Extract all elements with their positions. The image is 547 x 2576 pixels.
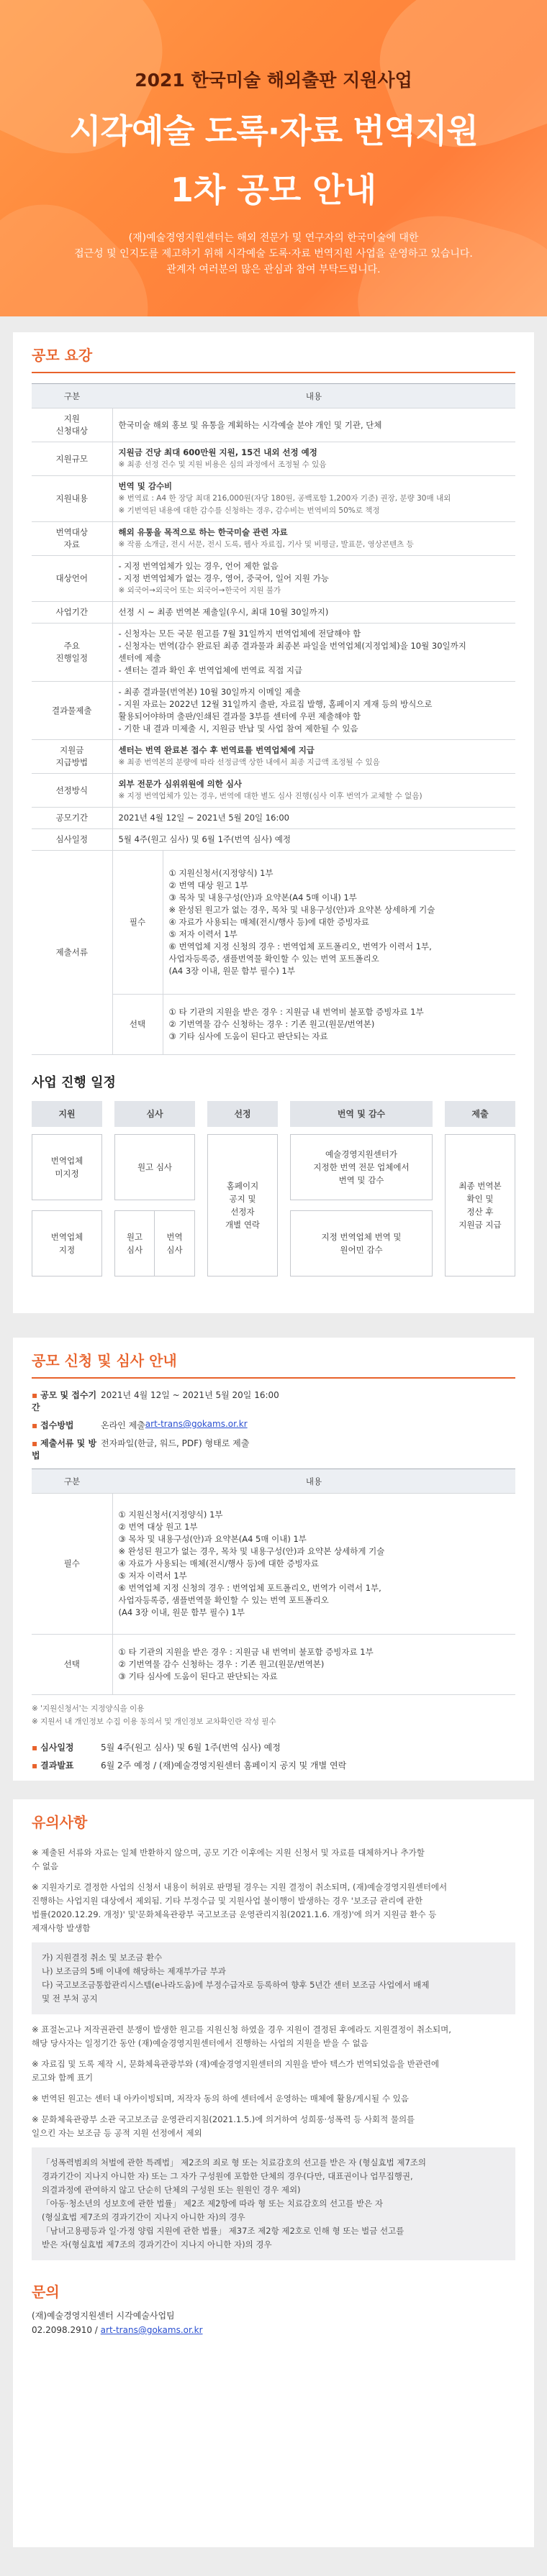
hero-description: (재)예술경영지원센터는 해외 전문가 및 연구자의 한국미술에 대한 접근성 및 인지도를 제고하기 위해 시각예술 도록·자료 번역지원 사업을 운영하고 있습니다. 관계자 여러분의 많은 관심과 참여 부탁드립니다. bbox=[74, 232, 473, 275]
process-flow bbox=[32, 1101, 515, 1276]
section-title: 공모 요강 bbox=[32, 332, 515, 373]
table-row: 제출서류 필수 ① 지원신청서(지정양식) 1부 ② 번역 대상 원고 1부 ③ 목차 및 내용구성(안)과 요약본(A4 5매 이내) 1부 ※ 완성된 원고가 없는 경우, 목차 및 내용구성(안)과 요약본 상세하게 기술 ④ 자료가 사용되는 매체(전시/행사 등)에 대한 증빙자료 ⑤ 저자 이력서 1부 ⑥ 번역업체 지정 신청의 경우 : 번역업체 포트폴리오, 번역가 이력서 1부, 사업자등록증, 샘플번역물 확인할 수 있는 번역 포트폴리오 (A4 3장 이내, 원문 함부 필수) 1부 bbox=[32, 851, 515, 995]
table-row: 지원 신청대상 한국미술 해외 홍보 및 유통을 계획하는 시각예술 분야 개인 및 기관, 단체 bbox=[32, 408, 515, 442]
table-row: 주요 진행일정 - 신청자는 모든 국문 원고를 7월 31일까지 번역업체에 전달해야 함 - 신청자는 번역(감수 완료된 최종 결과물과 최종본 파일을 번역업체(지정업체)을 10월 30일까지 센터에 제출 - 센터는 결과 확인 후 번역업체에 번역료 직접 지급 bbox=[32, 624, 515, 682]
table-row: 필수 ① 지원신청서(지정양식) 1부 ② 번역 대상 원고 1부 ③ 목차 및 내용구성(안)과 요약본(A4 5매 이내) 1부 ※ 완성된 원고가 없는 경우, 목차 및 내용구성(안)과 요약본 상세하게 기술 ④ 자료가 사용되는 매체(전시/행사 등)에 대한 증빙자료 ⑤ 저자 이력서 1부 ⑥ 번역업체 지정 신청의 경우 : 번역업체 포트폴리오, 번역가 이력서 1부, 사업자등록증, 샘플번역물 확인할 수 있는 번역 포트폴리오 (A4 3장 이내, 원문 함부 필수) 1부 bbox=[32, 1494, 515, 1635]
hero-subtitle: 2021 한국미술 해외출판 지원사업 bbox=[135, 70, 412, 91]
contact-title: 문의 bbox=[32, 2283, 60, 2301]
info-review: ▪ 심사일정 5월 4주(원고 심사) 및 6월 1주(번역 심사) 예정 bbox=[32, 1743, 281, 1753]
table-row: 심사일정 5월 4주(원고 심사) 및 6월 1주(번역 심사) 예정 bbox=[32, 829, 515, 851]
table-row: 선정방식 외부 전문가 심위위원에 의한 심사 ※ 지정 번역업체가 있는 경우, 번역에 대한 별도 심사 진행(심사 이후 번역가 교체할 수 없음) bbox=[32, 774, 515, 808]
hero-title: 시각예술 도록·자료 번역지원 bbox=[69, 111, 478, 150]
table-row: 선택 ① 타 기관의 지원을 받은 경우 : 지원금 내 번역비 불포함 증빙자료 1부 ② 기번역물 감수 신청하는 경우 : 기존 원고(원문/번역본) ③ 기타 심사에 도움이 된다고 판단되는 자료 bbox=[32, 995, 515, 1055]
info-result: ▪ 결과발표 6월 2주 예정 / (재)예술경영지원센터 홈페이지 공지 및 개별 연락 bbox=[32, 1760, 347, 1771]
contact-email-link[interactable]: art-trans@gokams.or.kr bbox=[100, 2325, 203, 2335]
sanction-box: 가) 지원결정 취소 및 보조금 환수 나) 보조금의 5배 이내에 해당하는 제재부가금 부과 다) 국고보조금통합관리시스템(e나라도움)에 부정수급자로 등록하여 향후 5년간 센터 보조금 사업에서 배제 및 전 부처 공지 bbox=[32, 1942, 515, 2014]
info-period: ▪ 공모 및 접수기간 2021년 4월 12일 ~ 2021년 5월 20일 16:00 bbox=[32, 1390, 279, 1412]
step-review: 심사 원고 심사 원고 심사 번역 심사 bbox=[114, 1101, 195, 1276]
hero-banner bbox=[0, 0, 547, 316]
law-box: 「성폭력범죄의 처벌에 관한 특례법」 제2조의 죄로 형 또는 치료감호의 선고를 받은 자 (형실효법 제7조의 경과기간이 지나지 아니한 자) 또는 그 자가 구성원에 포함한 단체의 경우(다만, 대표권이나 업무집행권, 의결과정에 관여하지 않고 단순히 단체의 구성원 또는 원원인 경우 제외) 「아동·청소년의 성보호에 관한 법률」 제2조 제2항에 따라 형 또는 치료감호의 선고를 받은 자 (형실효법 제7조의 경과기간이 지나지 아니한 자)의 경우 「남녀고용평등과 일·가정 양립 지원에 관한 법률」 제37조 제2항 제2호로 인해 형 또는 벌금 선고를 받은 자(형실효법 제7조의 경과기간이 지나지 아니한 자)의 경우 bbox=[32, 2147, 515, 2260]
contact-info: (재)예술경영지원센터 시각예술사업팀 02.2098.2910 / art-trans@gokams.or.kr bbox=[32, 2311, 203, 2335]
step-translation: 번역 및 감수 예술경영지원센터가 지정한 번역 전문 업체에서 번역 및 감수 지정 번역업체 번역 및 원어민 감수 bbox=[290, 1101, 433, 1276]
table-row: 공모기간 2021년 4월 12일 ~ 2021년 5월 20일 16:00 bbox=[32, 808, 515, 829]
table-row: 번역대상 자료 해외 유통을 목적으로 하는 한국미술 관련 자료 ※ 작품 소개글, 전시 서문, 전시 도록, 웹사 자료집, 기사 및 비평글, 발표문, 영상콘텐츠 등 bbox=[32, 522, 515, 556]
caution-section bbox=[13, 1799, 534, 2547]
apply-section bbox=[13, 1338, 534, 1781]
email-link[interactable]: art-trans@gokams.or.kr bbox=[145, 1419, 248, 1429]
overview-table: 구분 내용 지원 신청대상 한국미술 해외 홍보 및 유통을 계획하는 시각예술 분야 개인 및 기관, 단체 지원규모 지원금 건당 최대 600만원 지원, 15건 내외 선정 예정 ※ 최종 선정 건수 및 지원 비용은 심의 과정에서 조정될 수 있음 지원내용 번역 및 감수비 ※ 번역료 : A4 한 장당 최대 216,000원(자당 180원, 공백포함 1,200자 기준) 권장, 분량 30매 내외 ※ 기번역된 내용에 대한 감수를 신청하는 경우, 감수비는 번역비의 50%로 책정 번역대상 자료 해외 유통을 목적으로 하는 한국미술 관련 자료 ※ 작품 소개글, 전시 서문, 전시 도록, 웹사 자료집, 기사 및 비평글, 발표문, 영상콘텐츠 등 대상언어 - 지정 번역업체가 있는 경우, 언어 제한 없음 - 지정 번역업체가 없는 경우, 영어, 중국어, 일어 지원 가능 ※ 외국어→외국어 또는 외국어→한국어 지원 불가 사업기간 선정 시 ~ 최종 번역본 제출일(우시, 최대 10월 30일까지) 주요 진행일정 - 신청자는 모든 국문 원고를 7월 31일까지 번역업체에 전달해야 함 - 신청자는 번역(감수 완료된 최종 결과물과 최종본 파일을 번역업체(지정업체)을 10월 30일까지 센터에 제출 - 센터는 결과 확인 후 번역업체에 번역료 직접 지급 결과물제출 - 최종 결과물(번역본) 10월 30일까지 이메일 제출 - 지원 자료는 2022년 12월 31일까지 출판, 자료집 발행, 홈페이지 게재 등의 방식으로 활용되어야하며 출판/인쇄된 결과물 3부를 센터에 우편 제출해야 함 - 기한 내 결과 미제출 시, 지원금 반납 및 사업 참여 제한될 수 있음 지원금 지급방법 센터는 번역 완료본 접수 후 번역료를 번역업체에 지급 ※ 최종 번역본의 분량에 따라 선정금액 상한 내에서 최종 지급액 조정될 수 있음 선정방식 외부 전문가 심위위원에 의한 심사 ※ 지정 번역업체가 있는 경우, 번역에 대한 별도 심사 진행(심사 이후 번역가 교체할 수 없음) 공모기간 2021년 4월 12일 ~ 2021년 5월 20일 16:00 심사일정 5월 4주(원고 심사) 및 6월 1주(번역 심사) 예정 제출서류 필수 ① 지원신청서(지정양식) 1부 ② 번역 대상 원고 1부 ③ 목차 및 내용구성(안)과 요약본(A4 5매 이내) 1부 ※ 완성된 원고가 없는 경우, 목차 및 내용구성(안)과 요약본 상세하게 기술 ④ 자료가 사용되는 매체(전시/행사 등)에 대한 증빙자료 ⑤ 저자 이력서 1부 ⑥ 번역업체 지정 신청의 경우 : 번역업체 포트폴리오, 번역가 이력서 1부, 사업자등록증, 샘플번역물 확인할 수 있는 번역 포트폴리오 (A4 3장 이내, 원문 함부 필수) 1부 선택 ① 타 기관의 지원을 받은 경우 : 지원금 내 번역비 불포함 증빙자료 1부 ② 기번역물 감수 신청하는 경우 : 기존 원고(원문/번역본) ③ 기타 심사에 도움이 된다고 판단되는 자료 bbox=[32, 383, 515, 1055]
table-row: 지원규모 지원금 건당 최대 600만원 지원, 15건 내외 선정 예정 ※ 최종 선정 건수 및 지원 비용은 심의 과정에서 조정될 수 있음 bbox=[32, 442, 515, 476]
table-row: 대상언어 - 지정 번역업체가 있는 경우, 언어 제한 없음 - 지정 번역업체가 없는 경우, 영어, 중국어, 일어 지원 가능 ※ 외국어→외국어 또는 외국어→한국어 지원 불가 bbox=[32, 556, 515, 602]
section-title: 유의사항 bbox=[32, 1814, 88, 1831]
step-apply: 지원 번역업체 미지정 번역업체 지정 bbox=[32, 1101, 102, 1276]
table-row: 선택 ① 타 기관의 지원을 받은 경우 : 지원금 내 번역비 불포함 증빙자료 1부 ② 기번역물 감수 신청하는 경우 : 기존 원고(원문/번역본) ③ 기타 심사에 도움이 된다고 판단되는 자료 bbox=[32, 1635, 515, 1695]
table-row: 지원금 지급방법 센터는 번역 완료본 접수 후 번역료를 번역업체에 지급 ※ 최종 번역본의 분량에 따라 선정금액 상한 내에서 최종 지급액 조정될 수 있음 bbox=[32, 740, 515, 774]
step-selection: 선정 홈페이지 공지 및 선정자 개별 연락 bbox=[207, 1101, 278, 1276]
process-title: 사업 진행 일정 bbox=[32, 1075, 116, 1090]
overview-section bbox=[13, 332, 534, 1313]
info-method: ▪ 접수방법 온라인 제출 art-trans@gokams.or.kr bbox=[32, 1419, 248, 1430]
section-title: 공모 신청 및 심사 안내 bbox=[32, 1338, 515, 1379]
table-row: 사업기간 선정 시 ~ 최종 번역본 제출일(우시, 최대 10월 30일까지) bbox=[32, 602, 515, 624]
hero-title-2: 1차 공모 안내 bbox=[170, 170, 377, 209]
apply-notes: ※ '지원신청서'는 지정양식을 이용 ※ 지원서 내 개인정보 수집 이용 동의서 및 개인정보 교차확인란 작성 필수 bbox=[32, 1704, 276, 1726]
table-row: 지원내용 번역 및 감수비 ※ 번역료 : A4 한 장당 최대 216,000원(자당 180원, 공백포함 1,200자 기준) 권장, 분량 30매 내외 ※ 기번역된 내용에 대한 감수를 신청하는 경우, 감수비는 번역비의 50%로 책정 bbox=[32, 476, 515, 522]
caution-list: ※ 제출된 서류와 자료는 일체 반환하지 않으며, 공모 기간 이후에는 지원 신청서 및 자료를 대체하거나 추가할 수 없음 ※ 지원자기로 결정한 사업의 신청서 내용이 허위로 판명될 경우는 지원 결정이 취소되며, (재)예술경영지원센터에서 진행하는 사업지원 대상에서 제외됨. 기타 부정수급 및 지원사업 불이행이 발생하는 경우 '보조금 관리에 관한 법률(2020.12.29. 개정)' 및'문화체육관광부 국고보조금 운영관리지침(2021.1.6. 개정)'에 의거 지원금 환수 등 제재사항 발생함 가) 지원결정 취소 및 보조금 환수 나) 보조금의 5배 이내에 해당하는 제재부가금 부과 다) 국고보조금통합관리시스템(e나라도움)에 부정수급자로 등록하여 향후 5년간 센터 보조금 사업에서 배제 및 전 부처 공지 ※ 표절논고나 저작권관련 분쟁이 발생한 원고를 지원신청 하였을 경우 지원이 결정된 후에라도 지원결정이 취소되며, 해당 당사자는 일정기간 동안 (재)예술경영지원센터에서 진행하는 사업의 지원을 받을 수 없음 ※ 자료집 및 도록 제작 시, 문화체육관광부와 (재)예술경영지원센터의 지원을 받아 텍스가 번역되었음을 반관련에 로고와 함께 표기 ※ 번역된 원고는 센터 내 아카이빙되며, 저작자 동의 하에 센터에서 운영하는 매체에 활용/게시될 수 있음 ※ 문화체육관광부 소관 국고보조금 운영관리지침(2021.1.5.)에 의거하여 성희롱·성폭력 등 사회적 물의를 일으킨 자는 보조금 등 공적 지원 선정에서 제외 「성폭력범죄의 처벌에 관한 특례법」 제2조의 죄로 형 또는 치료감호의 선고를 받은 자 (형실효법 제7조의 경과기간이 지나지 아니한 자) 또는 그 자가 구성원에 포함한 단체의 경우(다만, 대표권이나 업무집행권, 의결과정에 관여하지 않고 단순히 단체의 구성원 또는 원원인 경우 제외) 「아동·청소년의 성보호에 관한 법률」 제2조 제2항에 따라 형 또는 치료감호의 선고를 받은 자 (형실효법 제7조의 경과기간이 지나지 아니한 자)의 경우 「남녀고용평등과 일·가정 양립 지원에 관한 법률」 제37조 제2항 제2호로 인해 형 또는 벌금 선고를 받은 자(형실효법 제7조의 경과기간이 지나지 아니한 자)의 경우 bbox=[32, 1846, 515, 2260]
info-docs: ▪ 제출서류 및 방법 전자파일(한글, 워드, PDF) 형태로 제출 bbox=[32, 1438, 250, 1461]
step-submit: 제출 최종 번역본 확인 및 정산 후 지원금 지급 bbox=[445, 1101, 515, 1276]
table-row: 결과물제출 - 최종 결과물(번역본) 10월 30일까지 이메일 제출 - 지원 자료는 2022년 12월 31일까지 출판, 자료집 발행, 홈페이지 게재 등의 방식으로 활용되어야하며 출판/인쇄된 결과물 3부를 센터에 우편 제출해야 함 - 기한 내 결과 미제출 시, 지원금 반납 및 사업 참여 제한될 수 있음 bbox=[32, 682, 515, 740]
apply-table: 구분 내용 필수 ① 지원신청서(지정양식) 1부 ② 번역 대상 원고 1부 ③ 목차 및 내용구성(안)과 요약본(A4 5매 이내) 1부 ※ 완성된 원고가 없는 경우, 목차 및 내용구성(안)과 요약본 상세하게 기술 ④ 자료가 사용되는 매체(전시/행사 등)에 대한 증빙자료 ⑤ 저자 이력서 1부 ⑥ 번역업체 지정 신청의 경우 : 번역업체 포트폴리오, 번역가 이력서 1부, 사업자등록증, 샘플번역물 확인할 수 있는 번역 포트폴리오 (A4 3장 이내, 원문 함부 필수) 1부 선택 ① 타 기관의 지원을 받은 경우 : 지원금 내 번역비 불포함 증빙자료 1부 ② 기번역물 감수 신청하는 경우 : 기존 원고(원문/번역본) ③ 기타 심사에 도움이 된다고 판단되는 자료 bbox=[32, 1469, 515, 1695]
